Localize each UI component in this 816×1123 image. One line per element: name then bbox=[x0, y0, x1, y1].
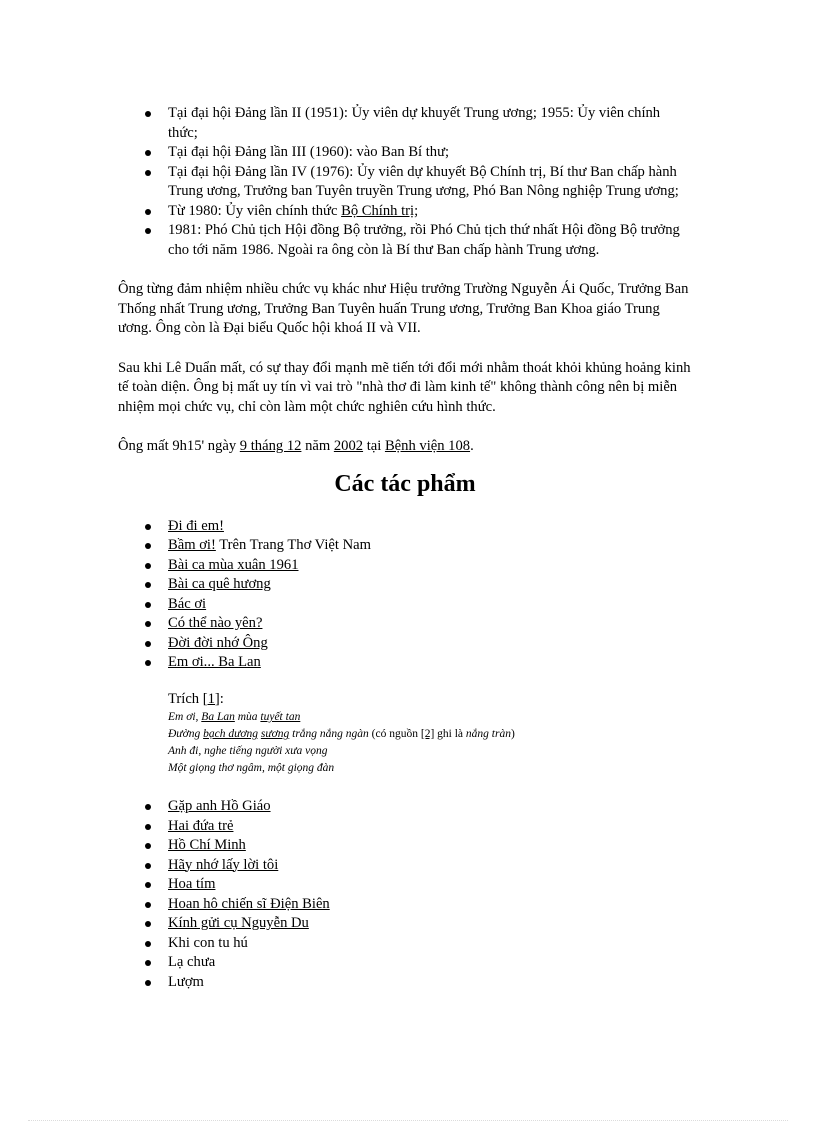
work-note: Trên Trang Thơ Việt Nam bbox=[215, 537, 371, 553]
birch-link[interactable]: bạch dương bbox=[203, 728, 258, 740]
career-item: Tại đại hội Đảng lần III (1960): vào Ban Bí thư; bbox=[168, 143, 692, 163]
career-item bbox=[168, 202, 692, 222]
politburo-link[interactable]: Bộ Chính trị bbox=[341, 202, 415, 219]
citation-link[interactable]: [1] bbox=[202, 690, 220, 707]
work-link[interactable]: Hồ Chí Minh bbox=[168, 837, 246, 853]
career-item: 1981: Phó Chủ tịch Hội đồng Bộ trưởng, rồi Phó Chủ tịch thứ nhất Hội đồng Bộ trưởng cho tới năm 1986. Ngoài ra ông còn là Bí thư Ban chấp hành Trung ương. bbox=[168, 221, 692, 260]
work-item bbox=[168, 817, 692, 837]
excerpt-label-text: Trích bbox=[168, 690, 203, 707]
work-item bbox=[168, 797, 692, 817]
positions-paragraph: Ông từng đảm nhiệm nhiều chức vụ khác như Hiệu trưởng Trường Nguyễn Ái Quốc, Trưởng Ban Thống nhất Trung ương, Trưởng Ban Tuyên huấn Trung ương, Trưởng Ban Khoa giáo Trung ương. Ông còn là Đại biểu Quốc hội khoá II và VII. bbox=[118, 281, 689, 336]
work-link[interactable]: Bài ca quê hương bbox=[168, 576, 271, 592]
work-title: Lượm bbox=[168, 973, 204, 990]
work-item bbox=[168, 614, 692, 634]
work-item bbox=[168, 556, 692, 576]
death-text: tại bbox=[363, 438, 385, 454]
excerpt-label-text: : bbox=[219, 690, 224, 707]
career-text: ; bbox=[414, 202, 419, 219]
work-item bbox=[168, 595, 692, 615]
work-item bbox=[168, 895, 692, 915]
career-text: Từ 1980: Ủy viên chính thức bbox=[168, 202, 342, 219]
death-paragraph bbox=[118, 437, 692, 457]
dismissal-paragraph: Sau khi Lê Duẩn mất, có sự thay đổi mạnh mẽ tiến tới đổi mới nhằm thoát khỏi khủng hoảng kinh tế toàn diện. Ông bị mất uy tín vì vai trò "nhà thơ đi làm kinh tế" không thành công nên bị miễn nhiệm mọi chức vụ, chỉ còn làm một chức nghiên cứu hình thức. bbox=[118, 359, 691, 415]
works-list bbox=[118, 517, 692, 673]
work-item bbox=[168, 875, 692, 895]
work-item bbox=[168, 953, 692, 973]
poem-line bbox=[168, 726, 692, 743]
work-link[interactable]: Gặp anh Hồ Giáo bbox=[168, 798, 271, 814]
work-item bbox=[168, 973, 692, 993]
work-item bbox=[168, 634, 692, 654]
work-link[interactable]: Đi đi em! bbox=[168, 517, 224, 534]
hospital-link[interactable]: Bệnh viện 108 bbox=[384, 438, 471, 454]
note-text: ) bbox=[510, 728, 515, 740]
career-item: Tại đại hội Đảng lần IV (1976): Ủy viên dự khuyết Bộ Chính trị, Bí thư Ban chấp hành Trung ương, Trưởng ban Tuyên truyền Trung ương, Phó Ban Nông nghiệp Trung ương; bbox=[168, 163, 692, 202]
work-item bbox=[168, 575, 692, 595]
poem-line bbox=[168, 709, 692, 726]
work-link[interactable]: Em ơi... Ba Lan bbox=[168, 654, 261, 670]
work-link[interactable]: Đời đời nhớ Ông bbox=[168, 634, 268, 651]
variant-note bbox=[369, 728, 515, 740]
poem-line: Một giọng thơ ngâm, một giọng đàn bbox=[168, 762, 335, 774]
death-year-link[interactable]: 2002 bbox=[333, 438, 364, 454]
note-text: ghi là bbox=[434, 728, 466, 740]
work-item bbox=[168, 934, 692, 954]
work-item bbox=[168, 856, 692, 876]
poem-text: Đường bbox=[168, 728, 204, 740]
death-text: . bbox=[470, 438, 474, 454]
document-body bbox=[118, 104, 692, 992]
career-item: Tại đại hội Đảng lần II (1951): Ủy viên dự khuyết Trung ương; 1955: Ủy viên chính thức; bbox=[168, 104, 692, 143]
work-link[interactable]: Hoan hô chiến sĩ Điện Biên bbox=[168, 895, 330, 912]
snowmelt-link[interactable]: tuyết tan bbox=[260, 711, 301, 723]
poem-text: trắng nắng ngàn bbox=[289, 728, 369, 740]
works-list-continued bbox=[118, 797, 692, 992]
work-link[interactable]: Hoa tím bbox=[168, 876, 216, 892]
work-link[interactable]: Bác ơi bbox=[168, 595, 207, 612]
citation-link-2[interactable]: [2] bbox=[420, 728, 435, 740]
work-link[interactable]: Hãy nhớ lấy lời tôi bbox=[168, 856, 279, 873]
work-link[interactable]: Có thể nào yên? bbox=[168, 615, 263, 631]
work-link[interactable]: Kính gửi cụ Nguyễn Du bbox=[168, 915, 309, 931]
work-item bbox=[168, 536, 692, 556]
dew-link[interactable]: sương bbox=[260, 728, 290, 740]
poem-excerpt bbox=[168, 690, 692, 778]
work-item bbox=[168, 836, 692, 856]
death-text: năm bbox=[301, 438, 334, 454]
work-link[interactable]: Bầm ơi! bbox=[168, 537, 216, 553]
work-link[interactable]: Bài ca mùa xuân 1961 bbox=[168, 556, 299, 573]
work-title: Lạ chưa bbox=[168, 954, 216, 970]
page-bottom-rule bbox=[28, 1120, 788, 1121]
variant-text: nắng tràn bbox=[465, 728, 511, 740]
poland-link[interactable]: Ba Lan bbox=[201, 711, 235, 723]
work-item bbox=[168, 517, 692, 537]
poem-text: Em ơi, bbox=[168, 711, 202, 723]
excerpt-label bbox=[168, 690, 692, 710]
note-text: (có nguồn bbox=[368, 728, 421, 740]
death-date-link[interactable]: 9 tháng 12 bbox=[239, 438, 302, 454]
career-list bbox=[118, 104, 692, 260]
work-title: Khi con tu hú bbox=[168, 934, 248, 951]
work-item bbox=[168, 653, 692, 673]
poem-line: Anh đi, nghe tiếng người xưa vọng bbox=[168, 745, 328, 757]
death-text: Ông mất 9h15' ngày bbox=[118, 438, 240, 454]
work-item bbox=[168, 914, 692, 934]
works-heading: Các tác phẩm bbox=[334, 470, 476, 497]
excerpt-lines bbox=[168, 709, 692, 777]
work-link[interactable]: Hai đứa trẻ bbox=[168, 817, 234, 834]
poem-text: mùa bbox=[234, 711, 261, 723]
